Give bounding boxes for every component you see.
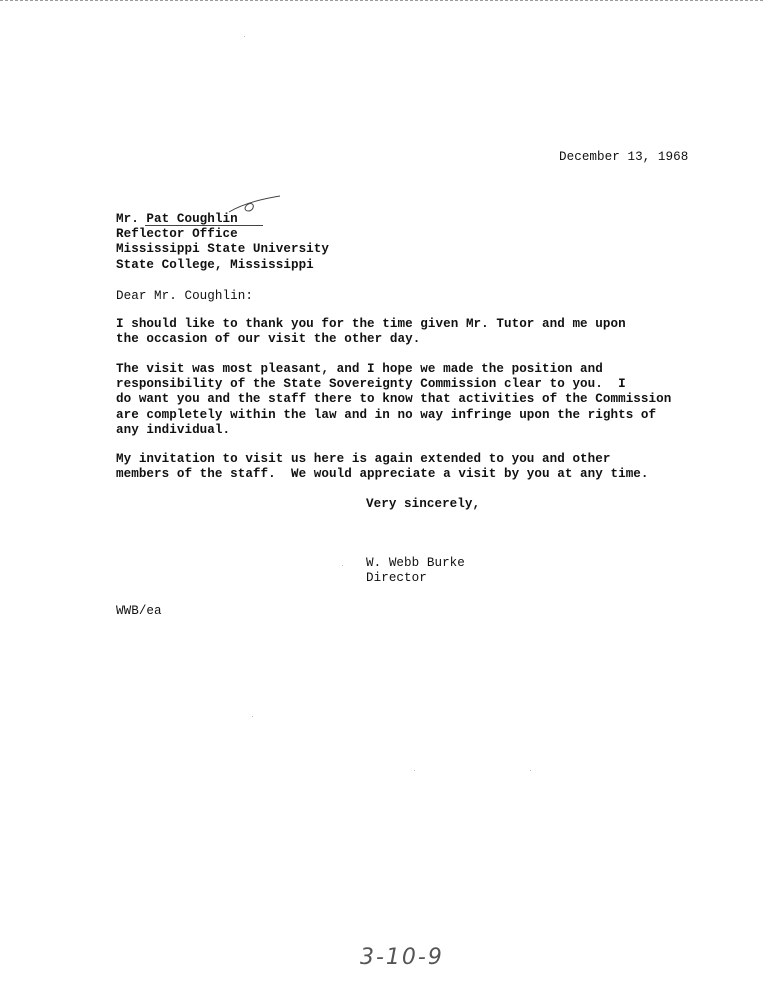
closing: Very sincerely, [366, 497, 481, 511]
handwritten-document-number: 3-10-9 [360, 945, 444, 970]
signer-name: W. Webb Burke [366, 556, 465, 570]
paragraph-2-line-4: are completely within the law and in no way infringe upon the rights of [116, 408, 657, 422]
letter-date: December 13, 1968 [559, 150, 689, 164]
paragraph-2-line-1: The visit was most pleasant, and I hope we made the position and [116, 362, 603, 376]
scan-speck [252, 716, 253, 717]
recipient-city: State College, Mississippi [116, 258, 314, 272]
scan-top-edge [0, 0, 763, 3]
recipient-office: Reflector Office [116, 227, 238, 241]
typist-initials: WWB/ea [116, 604, 162, 618]
scan-speck [342, 565, 343, 566]
paragraph-3-line-1: My invitation to visit us here is again extended to you and other [116, 452, 611, 466]
scan-speck [244, 36, 245, 37]
name-pen-underline [145, 225, 263, 226]
paragraph-2-line-2: responsibility of the State Sovereignty Commission clear to you. I [116, 377, 626, 391]
paragraph-2-line-3: do want you and the staff there to know that activities of the Commission [116, 392, 672, 406]
recipient-institution: Mississippi State University [116, 242, 330, 256]
pen-check-mark [225, 192, 285, 216]
scan-speck [414, 770, 415, 771]
salutation: Dear Mr. Coughlin: [116, 289, 253, 303]
paragraph-2-line-5: any individual. [116, 423, 231, 437]
recipient-name: Mr. Pat Coughlin [116, 212, 238, 226]
paragraph-1-line-2: the occasion of our visit the other day. [116, 332, 421, 346]
scan-speck [530, 770, 531, 771]
paragraph-1-line-1: I should like to thank you for the time given Mr. Tutor and me upon [116, 317, 626, 331]
paragraph-3-line-2: members of the staff. We would appreciate a visit by you at any time. [116, 467, 649, 481]
signer-title: Director [366, 571, 427, 585]
